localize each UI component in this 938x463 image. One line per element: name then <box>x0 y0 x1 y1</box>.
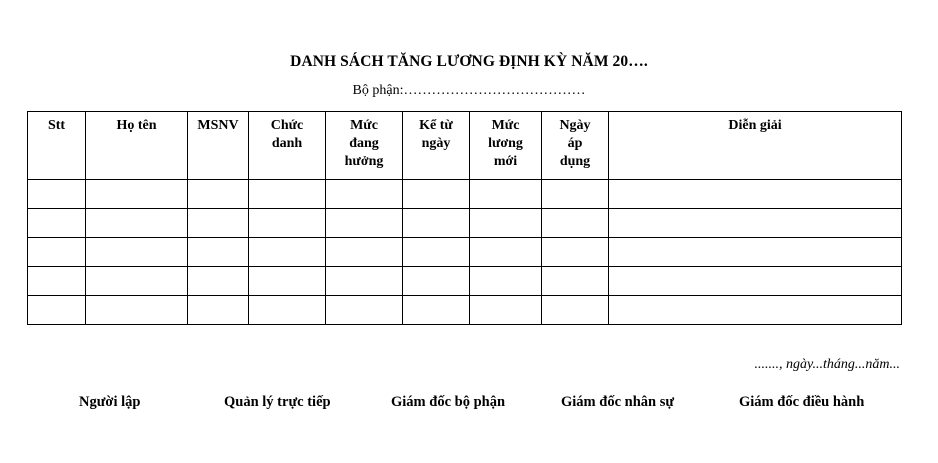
table-cell[interactable] <box>249 296 326 325</box>
table-cell[interactable] <box>609 296 902 325</box>
table-cell[interactable] <box>188 296 249 325</box>
table-cell[interactable] <box>470 180 542 209</box>
header-muc-luong-moi: Mức lương mới <box>470 112 542 180</box>
header-chuc-danh: Chức danh <box>249 112 326 180</box>
table-cell[interactable] <box>470 267 542 296</box>
table-cell[interactable] <box>188 180 249 209</box>
table-cell[interactable] <box>28 209 86 238</box>
table-cell[interactable] <box>403 209 470 238</box>
table-row <box>28 209 902 238</box>
table-cell[interactable] <box>28 267 86 296</box>
header-dien-giai: Diễn giải <box>609 112 902 180</box>
table-cell[interactable] <box>28 180 86 209</box>
document-title: DANH SÁCH TĂNG LƯƠNG ĐỊNH KỲ NĂM 20…. <box>290 53 648 70</box>
signer-giam-doc-dieu-hanh: Giám đốc điều hành <box>739 394 865 410</box>
table-cell[interactable] <box>326 296 403 325</box>
table-body <box>28 180 902 325</box>
table-cell[interactable] <box>188 209 249 238</box>
table-cell[interactable] <box>326 180 403 209</box>
table-cell[interactable] <box>403 267 470 296</box>
table-cell[interactable] <box>188 267 249 296</box>
table-cell[interactable] <box>249 267 326 296</box>
table-cell[interactable] <box>609 267 902 296</box>
signer-giam-doc-nhan-su: Giám đốc nhân sự <box>561 394 675 410</box>
table-header-row <box>28 112 902 180</box>
header-muc-dang-huong: Mức đang hưởng <box>326 112 403 180</box>
header-ke-tu-ngay: Kể từ ngày <box>403 112 470 180</box>
table-cell[interactable] <box>326 209 403 238</box>
table-row <box>28 296 902 325</box>
department-label: Bộ phận:………………………………… <box>352 83 586 98</box>
table-cell[interactable] <box>326 267 403 296</box>
table-row <box>28 267 902 296</box>
table-cell[interactable] <box>28 296 86 325</box>
table-row <box>28 238 902 267</box>
table-cell[interactable] <box>542 209 609 238</box>
header-msnv: MSNV <box>188 112 249 180</box>
table-cell[interactable] <box>403 296 470 325</box>
table-cell[interactable] <box>86 296 188 325</box>
table-cell[interactable] <box>470 238 542 267</box>
table-cell[interactable] <box>609 238 902 267</box>
header-ngay-ap-dung: Ngày áp dụng <box>542 112 609 180</box>
table-cell[interactable] <box>249 209 326 238</box>
table-cell[interactable] <box>403 238 470 267</box>
table-cell[interactable] <box>249 238 326 267</box>
table-cell[interactable] <box>86 238 188 267</box>
table-cell[interactable] <box>542 238 609 267</box>
signer-quan-ly-truc-tiep: Quản lý trực tiếp <box>224 394 331 410</box>
salary-table <box>27 111 902 325</box>
table-cell[interactable] <box>249 180 326 209</box>
header-ho-ten: Họ tên <box>86 112 188 180</box>
table-cell[interactable] <box>609 209 902 238</box>
table-cell[interactable] <box>470 209 542 238</box>
table-cell[interactable] <box>542 296 609 325</box>
table-cell[interactable] <box>470 296 542 325</box>
date-line: ......., ngày...tháng...năm... <box>754 357 900 372</box>
table-cell[interactable] <box>86 267 188 296</box>
table-row <box>28 180 902 209</box>
signer-giam-doc-bo-phan: Giám đốc bộ phận <box>391 394 506 410</box>
table-cell[interactable] <box>86 209 188 238</box>
table-cell[interactable] <box>188 238 249 267</box>
table-cell[interactable] <box>609 180 902 209</box>
table-cell[interactable] <box>542 267 609 296</box>
header-stt: Stt <box>28 112 86 180</box>
table-cell[interactable] <box>326 238 403 267</box>
table-cell[interactable] <box>28 238 86 267</box>
table-cell[interactable] <box>86 180 188 209</box>
table-cell[interactable] <box>542 180 609 209</box>
department-line <box>0 83 938 99</box>
signer-nguoi-lap: Người lập <box>79 394 141 410</box>
table-cell[interactable] <box>403 180 470 209</box>
